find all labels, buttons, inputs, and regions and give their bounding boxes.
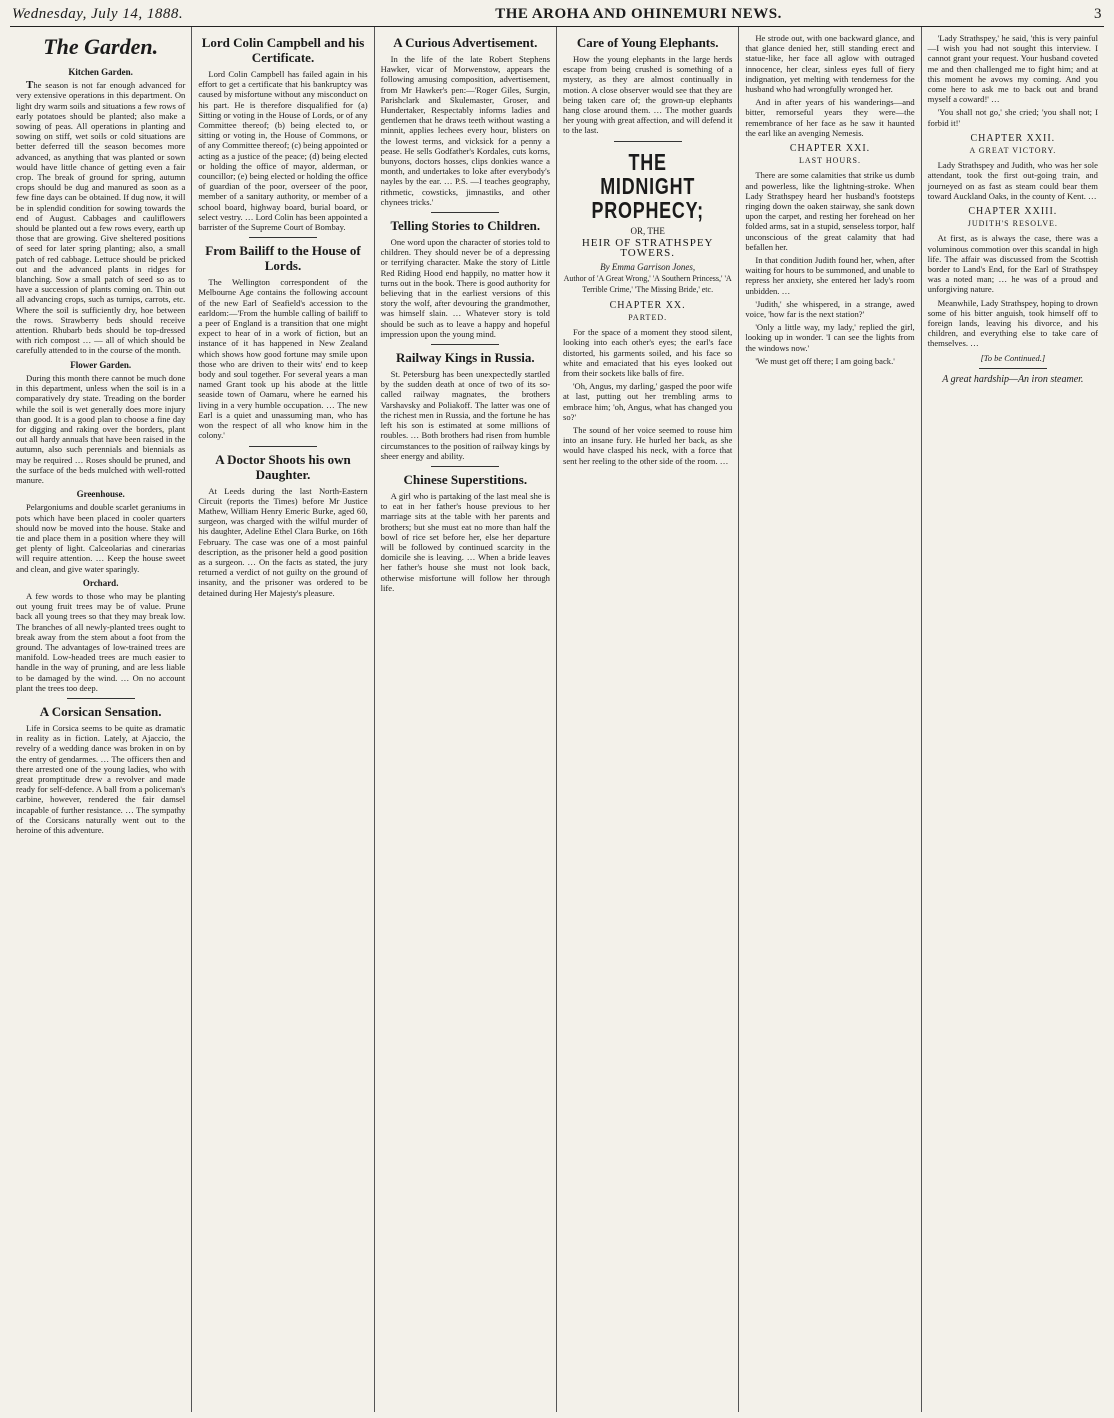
elephants-title: Care of Young Elephants. [576, 35, 719, 50]
serial-subtitle: HEIR OF STRATHSPEY TOWERS. [581, 236, 714, 260]
flower-garden-title: Flower Garden. [70, 359, 132, 370]
doctor-text: At Leeds during the last North-Eastern Circuit (reports the Times) before Mr Justice Mathew, William Henry Emeric Burke, aged 60, surgeon, was charged with the wilful murder of his daughter, Adeline Ethel Clara Burke, on 16th February. The case was one of a most painful description, as the prisoner held a good position as a surgeon. … On the facts as stated, the jury returned a verdict of not guilty on the ground of insanity, and the prisoner was ordered to be detained during Her Majesty's pleasure. [198, 485, 368, 598]
divider [431, 212, 499, 213]
serial-paragraph: 'Only a little way, my lady,' replied the girl, looking up in wonder. 'I can see the lights from the windows now.' [745, 322, 915, 353]
column-3 [375, 27, 557, 1412]
railway-kings-title: Railway Kings in Russia. [395, 350, 535, 366]
chapter-subtitle: LAST HOURS. [799, 156, 861, 166]
kitchen-garden-text: The season is not far enough advanced for very extensive operations in this department. On light dry warm soils and situations a few rows of early potatoes should be planted; also make a sowing of peas. All operations in planting and sowing on stiff, wet soils or cold situations are better deferred till the season becomes more advanced, as anything that was planted or sown would have little chance of getting even a fair crop. The break of ground for spring, autumn crops should be dug and manured as soon as a few fine days can be obtained. If dug now, it will be in splendid condition for sowing towards the end of August. Cabbages and cauliflowers should be planted out a few rows every, earth up those that are growing. Give sheltered positions of seed for later spring planting; also, a small patch of red cabbage. Lettuce should be pricked out and the advanced plants in ridges for blanching. Sow a small patch of seed so as to have a succession of plants coming on. Thin out all advancing crops, such as turnips, carrots, etc. Where the soil is sufficiently dry, hoe between the rows. Strawberry beds should receive attention. Rhubarb beds should be top-dressed with rich compost … — all of which should be carefully attended to in the course of the month. [16, 79, 186, 356]
kitchen-garden-title: Kitchen Garden. [68, 67, 133, 77]
serial-paragraph: 'We must get off there; I am going back.' [755, 355, 895, 366]
orchard-title: Orchard. [82, 577, 119, 588]
serial-paragraph: Meanwhile, Lady Strathspey, hoping to drown some of his bitter anguish, took himself off to foreign lands, leaving his divorce, and his children, and everything else to take care of themselves. … [927, 297, 1098, 349]
column-4 [557, 27, 739, 1412]
serial-paragraph: 'You shall not go,' she cried; 'you shall not; I forbid it!' [927, 107, 1098, 128]
serial-paragraph: In that condition Judith found her, when, after waiting for hours to be summoned, and unable to repress her anxiety, she entered her lady's room unbidden. … [745, 255, 915, 296]
divider [249, 446, 317, 447]
serial-credit: Author of 'A Great Wrong,' 'A Southern Princess,' 'A Terrible Crime,' 'The Missing Bride,' etc. [563, 274, 732, 294]
doctor-title: A Doctor Shoots his own Daughter. [215, 451, 351, 482]
serial-paragraph: At first, as is always the case, there was a voluminous commotion over this scandal in high life. The affair was discussed from the Scottish border to Land's End, for the Earl of Strathspey was a noted man; … he was of a proud and unforgiving nature. [927, 233, 1098, 295]
serial-paragraph: 'Lady Strathspey,' he said, 'this is very painful—I wish you had not sought this interview. I cannot grant your request. Your husband coveted me and then challenged me to fight him; and at this moment he avows my coming. And you come here to ask me to back out and brand myself a coward!' … [927, 33, 1098, 105]
issue-date: Wednesday, July 14, 1888. [12, 6, 184, 22]
chapter-subtitle: A GREAT VICTORY. [969, 146, 1057, 156]
serial-paragraph: And in after years of his wanderings—and bitter, remorseful years they were—the remembrance of her face as he saw it haunted the earl like an avenging Nemesis. [745, 97, 915, 138]
corsican-text: Life in Corsica seems to be quite as dramatic in reality as in fiction. Lately, at Ajaccio, the revelry of a wedding dance was broken in on by the entry of gendarmes. … The officers then and there arrested one of the young ladies, who with great promptitude drew a revolver and made ready for self-defence. A ball from a policeman's carbine, however, rendered the fair damsel incapable of further resistance. … The sympathy of the Corsicans naturally went out to the heroine of this adventure. [16, 722, 186, 836]
column-6 [922, 27, 1104, 1412]
curious-ad-text: In the life of the late Robert Stephens Hawker, vicar of Morwenstow, appears the following amusing composition, advertisement, from Mr Hawker's pen:—'Roger Giles, Surgin, Parishclark and Skulemaster, Groser, and Hundertaker, Respectably informs ladies and gentlemen that he draws teeth without wasting a minnit, applies lechees every hour, blisters on the lowest terms, and vicksick for a penny a pease. He sells Godfather's Kordales, cuts korns, bunyons, doctors hosses, clips donkies wance a month, and undertakes to loke after everybody's nayles by the ear. … P.S. —I teaches geography, rithmetic, cowsticks, jimnastiks, and other chynees tricks.' [380, 54, 550, 207]
columns [10, 27, 1104, 1412]
column-5 [739, 27, 921, 1412]
orchard-text: A few words to those who may be planting out young fruit trees may be of value. Prune back all young trees so that they may break low. The branches of all newly-planted trees ought to break away from the stem about a foot from the ground. The advantages of low-trained trees are manifold. Low-headed trees are much easier to handle in the way of pruning, and are less liable to be damaged by the wind. … On no account plant the trees too deep. [16, 590, 186, 693]
garden-heading: The Garden. [43, 34, 159, 59]
curious-ad-title: A Curious Advertisement. [393, 35, 538, 50]
railway-kings-text: St. Petersburg has been unexpectedly startled by the sudden death at once of two of its so-called railway magnates, the brothers Varshavsky and Poliakoff. The latter was one of the richest men in Russia, and the fortune he has left his son is estimated at some millions of roubles. … Both brothers had risen from humble circumstances to the position of railway kings by sheer energy and ability. [380, 369, 550, 461]
elephants-text: How the young elephants in the large herds escape from being crushed is something of a mystery, as they are almost continually in motion. A close observer would see that they are being taken care of; the grown-up elephants hang close around them. … The mother guards her young with great affection, and will defend it to the last. [562, 54, 733, 136]
serial-paragraph: Lady Strathspey and Judith, who was her sole attendant, took the first out-going train, and journeyed on as fast as steam could bear them toward Auckland Oaks, in the county of Kent. … [927, 160, 1098, 201]
chapter-heading: CHAPTER XX. [609, 299, 686, 311]
corsican-title: A Corsican Sensation. [39, 703, 162, 719]
flower-garden-text: During this month there cannot be much done in this department, unless when the soil is in a comparatively dry state. Treading on the border while the soil is wet generally does more injury than good. It is a good plan to choose a fine day for digging and raking over the borders, plant out all hardy annuals that have been raised in the autumn, also such perennials and biennials as may be required … Roses should be pruned, and the surface of the beds mulched with well-rotted manure. [16, 372, 186, 485]
serial-byline: By Emma Garrison Jones, [600, 262, 696, 273]
divider [614, 141, 682, 142]
chapter-heading: CHAPTER XXI. [789, 143, 871, 155]
serial-paragraph: For the space of a moment they stood silent, looking into each other's eyes; the earl's face distorted, his garments soiled, and his face so white and emaciated that his eyes looked out from their sockets like balls of fire. [562, 327, 733, 379]
chapter-subtitle: PARTED. [628, 313, 668, 323]
divider [249, 237, 317, 238]
lord-colin-title: Lord Colin Campbell and his Certificate. [201, 35, 365, 65]
serial-paragraph: 'Judith,' she whispered, in a strange, awed voice, 'how far is the next station?' [745, 298, 915, 320]
serial-paragraph: The sound of her voice seemed to rouse him into an insane fury. He hurled her back, as she would have clasped his neck, with a force that sent her reeling to the other side of the room. … [562, 425, 733, 466]
serial-title: THE MIDNIGHT PROPHECY; [591, 148, 704, 223]
bailiff-text: The Wellington correspondent of the Melbourne Age contains the following account of the new Earl of Seafield's accession to the earldom:—'From the humble calling of bailiff to a peer of England is a transition that one might expect to hear of in a work of fiction, but an instance of it has happened in New Zealand which shows how good fortune may smile upon those who are driven to their wits' end to keep body and soul together. For several years a man named Grant took up his abode at the little seaside town of Oamaru, where he earned his living in a very humble occupation. … The new Earl is a quiet and unassuming man, who has won the respect of all who know him in the colony.' [198, 277, 368, 441]
serial-or: OR, THE [630, 225, 665, 236]
to-be-continued: [To be Continued.] [980, 352, 1046, 363]
divider [979, 368, 1047, 369]
newspaper-title: THE AROHA AND OHINEMURI NEWS. [495, 6, 782, 22]
lord-colin-text: Lord Colin Campbell has failed again in his effort to get a certificate that his bankruptcy was caused by misfortune without any misconduct on his part. He is therefore disqualified for (a) Sitting or voting in the House of Lords, or of any Committee thereof; (b) being elected to, or sitting or voting in, the House of Commons, or of any Committee thereof; (c) being appointed or acting as a justice of the peace; (d) being elected or holding the office of mayor, alderman, or councillor; (e) being elected or holding the office of guardian of the poor, overseer of the poor, member of a sanitary authority, or member of a school board, highway board, burial board, or select vestry. … Lord Colin has been appointed a barrister of the Supreme Court of Bombay. [198, 69, 368, 233]
telling-stories-text: One word upon the character of stories told to children. They should never be of a depressing or terrifying character. Make the story of Little Red Riding Hood end happily, no matter how it turns out in the book. There is good authority for believing that in the earliest versions of this story the wolf, after devouring the grandmother, was himself slain. … Whatever story is told should be such as to leave a happy and hopeful impression upon the young mind. [380, 237, 550, 339]
divider [431, 344, 499, 345]
telling-stories-title: Telling Stories to Children. [390, 218, 541, 234]
serial-paragraph: 'Oh, Angus, my darling,' gasped the poor wife at last, putting out her trembling arms to embrace him; 'oh, Angus, what has changed you so?' [562, 381, 733, 422]
chinese-superstitions-text: A girl who is partaking of the last meal she is to eat in her father's house previous to her marriage sits at the table with her parents and brothers; but she must eat no more than half the bowl of rice set before her, else her departure will be followed by continued scarcity in the domicile she is leaving. … When a bride leaves her father's house she must not look back, otherwise misfortune will follow her through life. [380, 490, 550, 593]
column-2 [192, 27, 374, 1412]
chinese-superstitions-title: Chinese Superstitions. [403, 471, 528, 487]
divider [67, 698, 135, 699]
divider [431, 466, 499, 467]
masthead [10, 6, 1104, 27]
serial-paragraph: There are some calamities that strike us dumb and powerless, like the lightning-stroke. When Lady Strathspey heard her husband's footsteps ringing down the oaken stairway, she sank down upon the carpet, and resting her forehead on her folded arms, sat in a stupid, senseless torpor, half unconscious of the great calamity that had befallen her. [745, 170, 915, 252]
bailiff-title: From Bailiff to the House of Lords. [205, 243, 361, 274]
greenhouse-title: Greenhouse. [76, 489, 125, 500]
chapter-subtitle: JUDITH'S RESOLVE. [967, 219, 1058, 229]
greenhouse-text: Pelargoniums and double scarlet geraniums in pots which have been placed in cooler quarters should now be moved into the house. Stake and tie and place them in a position where they will get plenty of light. Calceolarias and cinerarias will require attention. … Keep the house sweet and clean, and give water sparingly. [16, 502, 186, 574]
page-number: 3 [1094, 6, 1102, 22]
footer-quip: A great hardship—An iron steamer. [942, 373, 1084, 385]
serial-paragraph: He strode out, with one backward glance, and that glance denied her, still standing erect and statue-like, her face all aglow with outraged innocence, her clear, sinless eyes full of fiery indignation, yet melting with tenderness for the husband who had wrongfully wronged her. [745, 33, 915, 95]
column-1 [10, 27, 192, 1412]
chapter-heading: CHAPTER XXII. [970, 132, 1056, 144]
chapter-heading: CHAPTER XXIII. [968, 206, 1058, 218]
